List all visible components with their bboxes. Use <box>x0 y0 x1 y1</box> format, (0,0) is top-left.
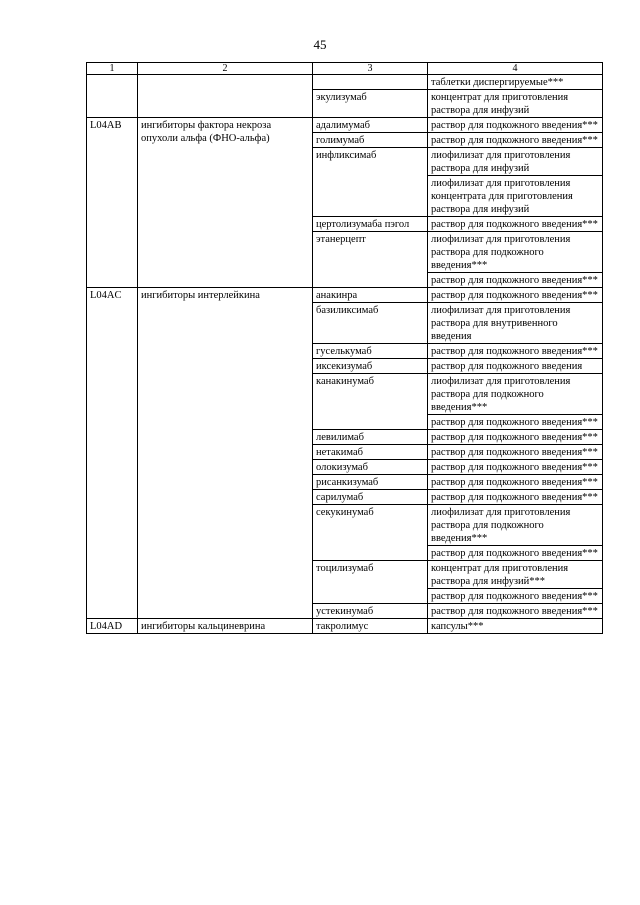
dosage-form-cell: раствор для подкожного введения*** <box>428 273 603 288</box>
drug-name-cell: такролимус <box>313 619 428 634</box>
group-name-cell <box>138 75 313 118</box>
group-name-cell: ингибиторы кальциневрина <box>138 619 313 634</box>
column-header-1: 1 <box>87 63 138 75</box>
drug-name-cell: гуселькумаб <box>313 344 428 359</box>
drug-name-cell: тоцилизумаб <box>313 561 428 604</box>
drug-name-cell: цертолизумаба пэгол <box>313 217 428 232</box>
drug-name-cell: нетакимаб <box>313 445 428 460</box>
drug-name-cell: голимумаб <box>313 133 428 148</box>
dosage-form-cell: раствор для подкожного введения*** <box>428 288 603 303</box>
group-name-cell: ингибиторы фактора некроза опухоли альфа (ФНО-альфа) <box>138 118 313 288</box>
table-row <box>87 619 603 634</box>
atc-code-cell: L04AD <box>87 619 138 634</box>
drug-name-cell <box>313 75 428 90</box>
page-number: 45 <box>313 37 327 52</box>
dosage-form-cell: раствор для подкожного введения*** <box>428 430 603 445</box>
drug-name-cell: экулизумаб <box>313 90 428 118</box>
drug-name-cell: рисанкизумаб <box>313 475 428 490</box>
group-name-cell: ингибиторы интерлейкина <box>138 288 313 619</box>
dosage-form-cell: раствор для подкожного введения*** <box>428 475 603 490</box>
dosage-form-cell: концентрат для приготовления раствора для инфузий <box>428 90 603 118</box>
atc-code-cell <box>87 75 138 118</box>
dosage-form-cell: лиофилизат для приготовления раствора для инфузий <box>428 148 603 176</box>
dosage-form-cell: раствор для подкожного введения*** <box>428 133 603 148</box>
dosage-form-cell: раствор для подкожного введения*** <box>428 490 603 505</box>
dosage-form-cell: раствор для подкожного введения*** <box>428 589 603 604</box>
drug-name-cell: базиликсимаб <box>313 303 428 344</box>
drug-name-cell: канакинумаб <box>313 374 428 430</box>
dosage-form-cell: раствор для подкожного введения*** <box>428 344 603 359</box>
drug-name-cell: устекинумаб <box>313 604 428 619</box>
drug-name-cell: секукинумаб <box>313 505 428 561</box>
dosage-form-cell: лиофилизат для приготовления раствора для внутривенного введения <box>428 303 603 344</box>
dosage-form-cell: лиофилизат для приготовления раствора для подкожного введения*** <box>428 232 603 273</box>
dosage-form-cell: раствор для подкожного введения*** <box>428 415 603 430</box>
dosage-form-cell: лиофилизат для приготовления раствора для подкожного введения*** <box>428 505 603 546</box>
drug-name-cell: левилимаб <box>313 430 428 445</box>
table-row <box>87 288 603 303</box>
atc-code-cell: L04AC <box>87 288 138 619</box>
dosage-form-cell: раствор для подкожного введения*** <box>428 217 603 232</box>
atc-code-cell: L04AB <box>87 118 138 288</box>
drug-name-cell: анакинра <box>313 288 428 303</box>
header-row <box>87 63 603 75</box>
dosage-form-cell: лиофилизат для приготовления раствора для подкожного введения*** <box>428 374 603 415</box>
dosage-form-cell: концентрат для приготовления раствора для инфузий*** <box>428 561 603 589</box>
drug-name-cell: сарилумаб <box>313 490 428 505</box>
dosage-form-cell: раствор для подкожного введения*** <box>428 460 603 475</box>
column-header-4: 4 <box>428 63 603 75</box>
table-row <box>87 118 603 133</box>
drug-name-cell: иксекизумаб <box>313 359 428 374</box>
dosage-form-cell: капсулы*** <box>428 619 603 634</box>
dosage-form-cell: раствор для подкожного введения*** <box>428 546 603 561</box>
dosage-form-cell: лиофилизат для приготовления концентрата для приготовления раствора для инфузий <box>428 176 603 217</box>
dosage-form-cell: раствор для подкожного введения*** <box>428 118 603 133</box>
table-row <box>87 75 603 90</box>
drug-name-cell: олокизумаб <box>313 460 428 475</box>
column-header-2: 2 <box>138 63 313 75</box>
dosage-form-cell: раствор для подкожного введения*** <box>428 445 603 460</box>
dosage-form-cell: таблетки диспергируемые*** <box>428 75 603 90</box>
dosage-form-cell: раствор для подкожного введения <box>428 359 603 374</box>
drug-name-cell: инфликсимаб <box>313 148 428 217</box>
column-header-3: 3 <box>313 63 428 75</box>
drug-table <box>86 62 603 634</box>
drug-name-cell: этанерцепт <box>313 232 428 288</box>
drug-name-cell: адалимумаб <box>313 118 428 133</box>
dosage-form-cell: раствор для подкожного введения*** <box>428 604 603 619</box>
